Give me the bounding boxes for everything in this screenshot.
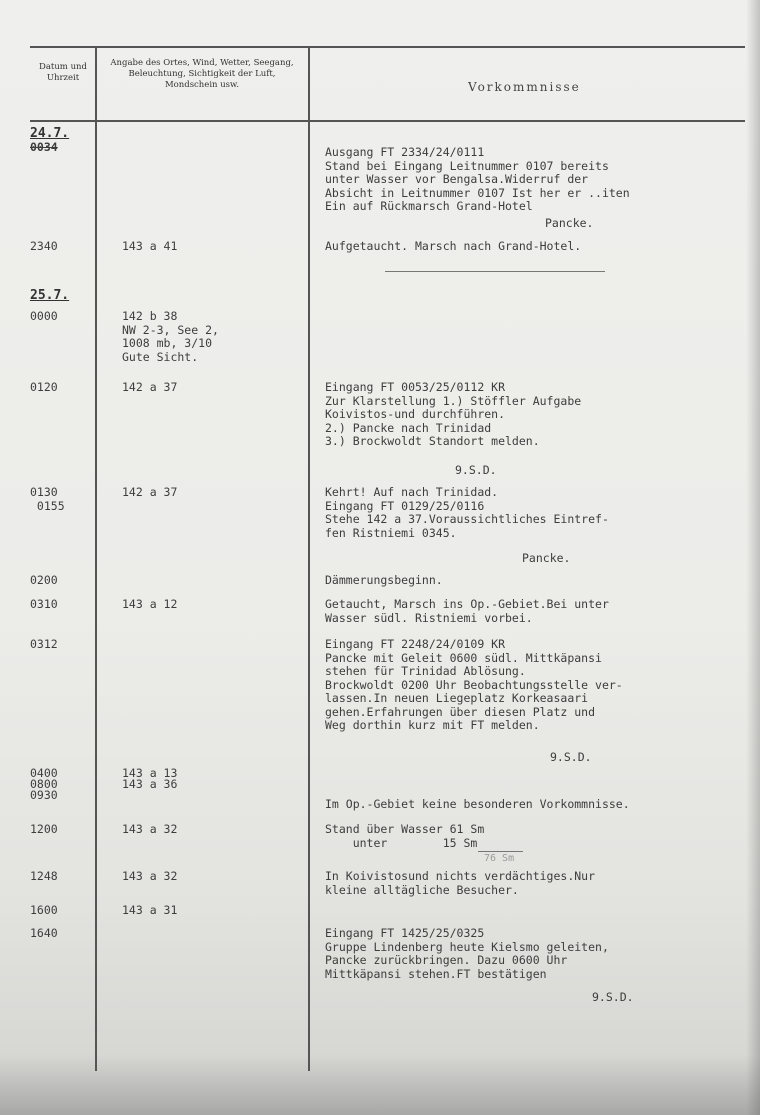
date-25-7: 25.7. bbox=[30, 288, 70, 303]
entry-time: 0312 bbox=[30, 637, 58, 651]
entry-event: Eingang FT 1425/25/0325 Gruppe Lindenberg heute Kielsmo geleiten, Pancke zurückbringen. Dazu 0600 Uhr Mittkäpansi stehen.FT bestätigen bbox=[325, 926, 609, 981]
column-divider-2 bbox=[308, 46, 310, 1071]
entry-time: 0310 bbox=[30, 597, 58, 611]
entry-position: 143 a 31 bbox=[122, 903, 178, 917]
sum-underline bbox=[478, 851, 523, 852]
header-top-rule bbox=[30, 46, 745, 48]
entry-position-weather: 142 b 38 NW 2-3, See 2, 1008 mb, 3/10 Gute Sicht. bbox=[122, 309, 219, 364]
entry-event: Stand über Wasser 61 Sm unter 15 Sm bbox=[325, 822, 485, 850]
entry-time: 1640 bbox=[30, 926, 58, 940]
entry-time: 0120 bbox=[30, 380, 58, 394]
entry-signature: 9.S.D. bbox=[455, 463, 497, 477]
distance-sum: 76 Sm bbox=[484, 853, 515, 864]
entry-position: 142 a 37 bbox=[122, 380, 178, 394]
page-shadow-bottom bbox=[0, 1055, 760, 1115]
entry-event: Kehrt! Auf nach Trinidad. Eingang FT 0129/25/0116 Stehe 142 a 37.Voraussichtliches Eintref- fen Ristniemi 0345. bbox=[325, 485, 609, 540]
entry-signature: 9.S.D. bbox=[592, 990, 634, 1004]
entry-signature: Pancke. bbox=[522, 551, 571, 565]
header-place-weather: Angabe des Ortes, Wind, Wetter, Seegang, Beleuchtung, Sichtigkeit der Luft, Mondschein usw. bbox=[110, 58, 294, 90]
date-24-7: 24.7. bbox=[30, 126, 70, 141]
entry-event: Ausgang FT 2334/24/0111 Stand bei Eingang Leitnummer 0107 bereits unter Wasser vor Bengalsa.Widerruf der Absicht in Leitnummer 0107 Ist her er ..iten Ein auf Rückmarsch Grand-Hotel bbox=[325, 145, 630, 213]
entry-position: 143 a 12 bbox=[122, 597, 178, 611]
entry-signature: 9.S.D. bbox=[550, 750, 592, 764]
header-bottom-rule bbox=[30, 120, 745, 122]
entry-position: 143 a 13 143 a 36 bbox=[122, 766, 178, 791]
entry-position: 143 a 41 bbox=[122, 239, 178, 253]
entry-time: 0400 0800 0930 bbox=[30, 766, 58, 802]
entry-event: Aufgetaucht. Marsch nach Grand-Hotel. bbox=[325, 239, 582, 253]
entry-time: 1248 bbox=[30, 869, 58, 883]
entry-time: 1600 bbox=[30, 903, 58, 917]
entry-signature: Pancke. bbox=[545, 216, 594, 230]
entry-event: Eingang FT 0053/25/0112 KR Zur Klarstellung 1.) Stöffler Aufgabe Koivistos-und durchführen. 2.) Pancke nach Trinidad 3.) Brockwoldt Standort melden. bbox=[325, 380, 582, 448]
entry-event: Getaucht, Marsch ins Op.-Gebiet.Bei unter Wasser südl. Ristniemi vorbei. bbox=[325, 597, 609, 625]
entry-time: 0034 bbox=[30, 140, 58, 154]
column-divider-1 bbox=[95, 46, 97, 1071]
entry-event: In Koivistosund nichts verdächtiges.Nur kleine alltägliche Besucher. bbox=[325, 869, 596, 897]
page-shadow-right bbox=[746, 0, 760, 1115]
header-events: Vorkommnisse bbox=[468, 80, 581, 94]
entry-time: 2340 bbox=[30, 239, 58, 253]
entry-event: Dämmerungsbeginn. bbox=[325, 573, 443, 587]
entry-event: Im Op.-Gebiet keine besonderen Vorkommnisse. bbox=[325, 797, 630, 811]
entry-time: 1200 bbox=[30, 822, 58, 836]
entry-time: 0000 bbox=[30, 309, 58, 323]
entry-position: 143 a 32 bbox=[122, 822, 178, 836]
entry-position: 142 a 37 bbox=[122, 485, 178, 499]
header-date-time: Datum und Uhrzeit bbox=[39, 62, 87, 83]
entry-time: 0200 bbox=[30, 573, 58, 587]
separator-line bbox=[385, 271, 605, 272]
entry-position: 143 a 32 bbox=[122, 869, 178, 883]
entry-event: Eingang FT 2248/24/0109 KR Pancke mit Geleit 0600 südl. Mittkäpansi stehen für Trinidad Ablösung. Brockwoldt 0200 Uhr Beobachtungsstelle ver- lassen.In neuen Liegeplatz Korkeasaari gehen.Erfahrungen über diesen Platz und Weg dorthin kurz mit FT melden. bbox=[325, 637, 623, 732]
entry-time: 0130 0155 bbox=[30, 485, 65, 513]
